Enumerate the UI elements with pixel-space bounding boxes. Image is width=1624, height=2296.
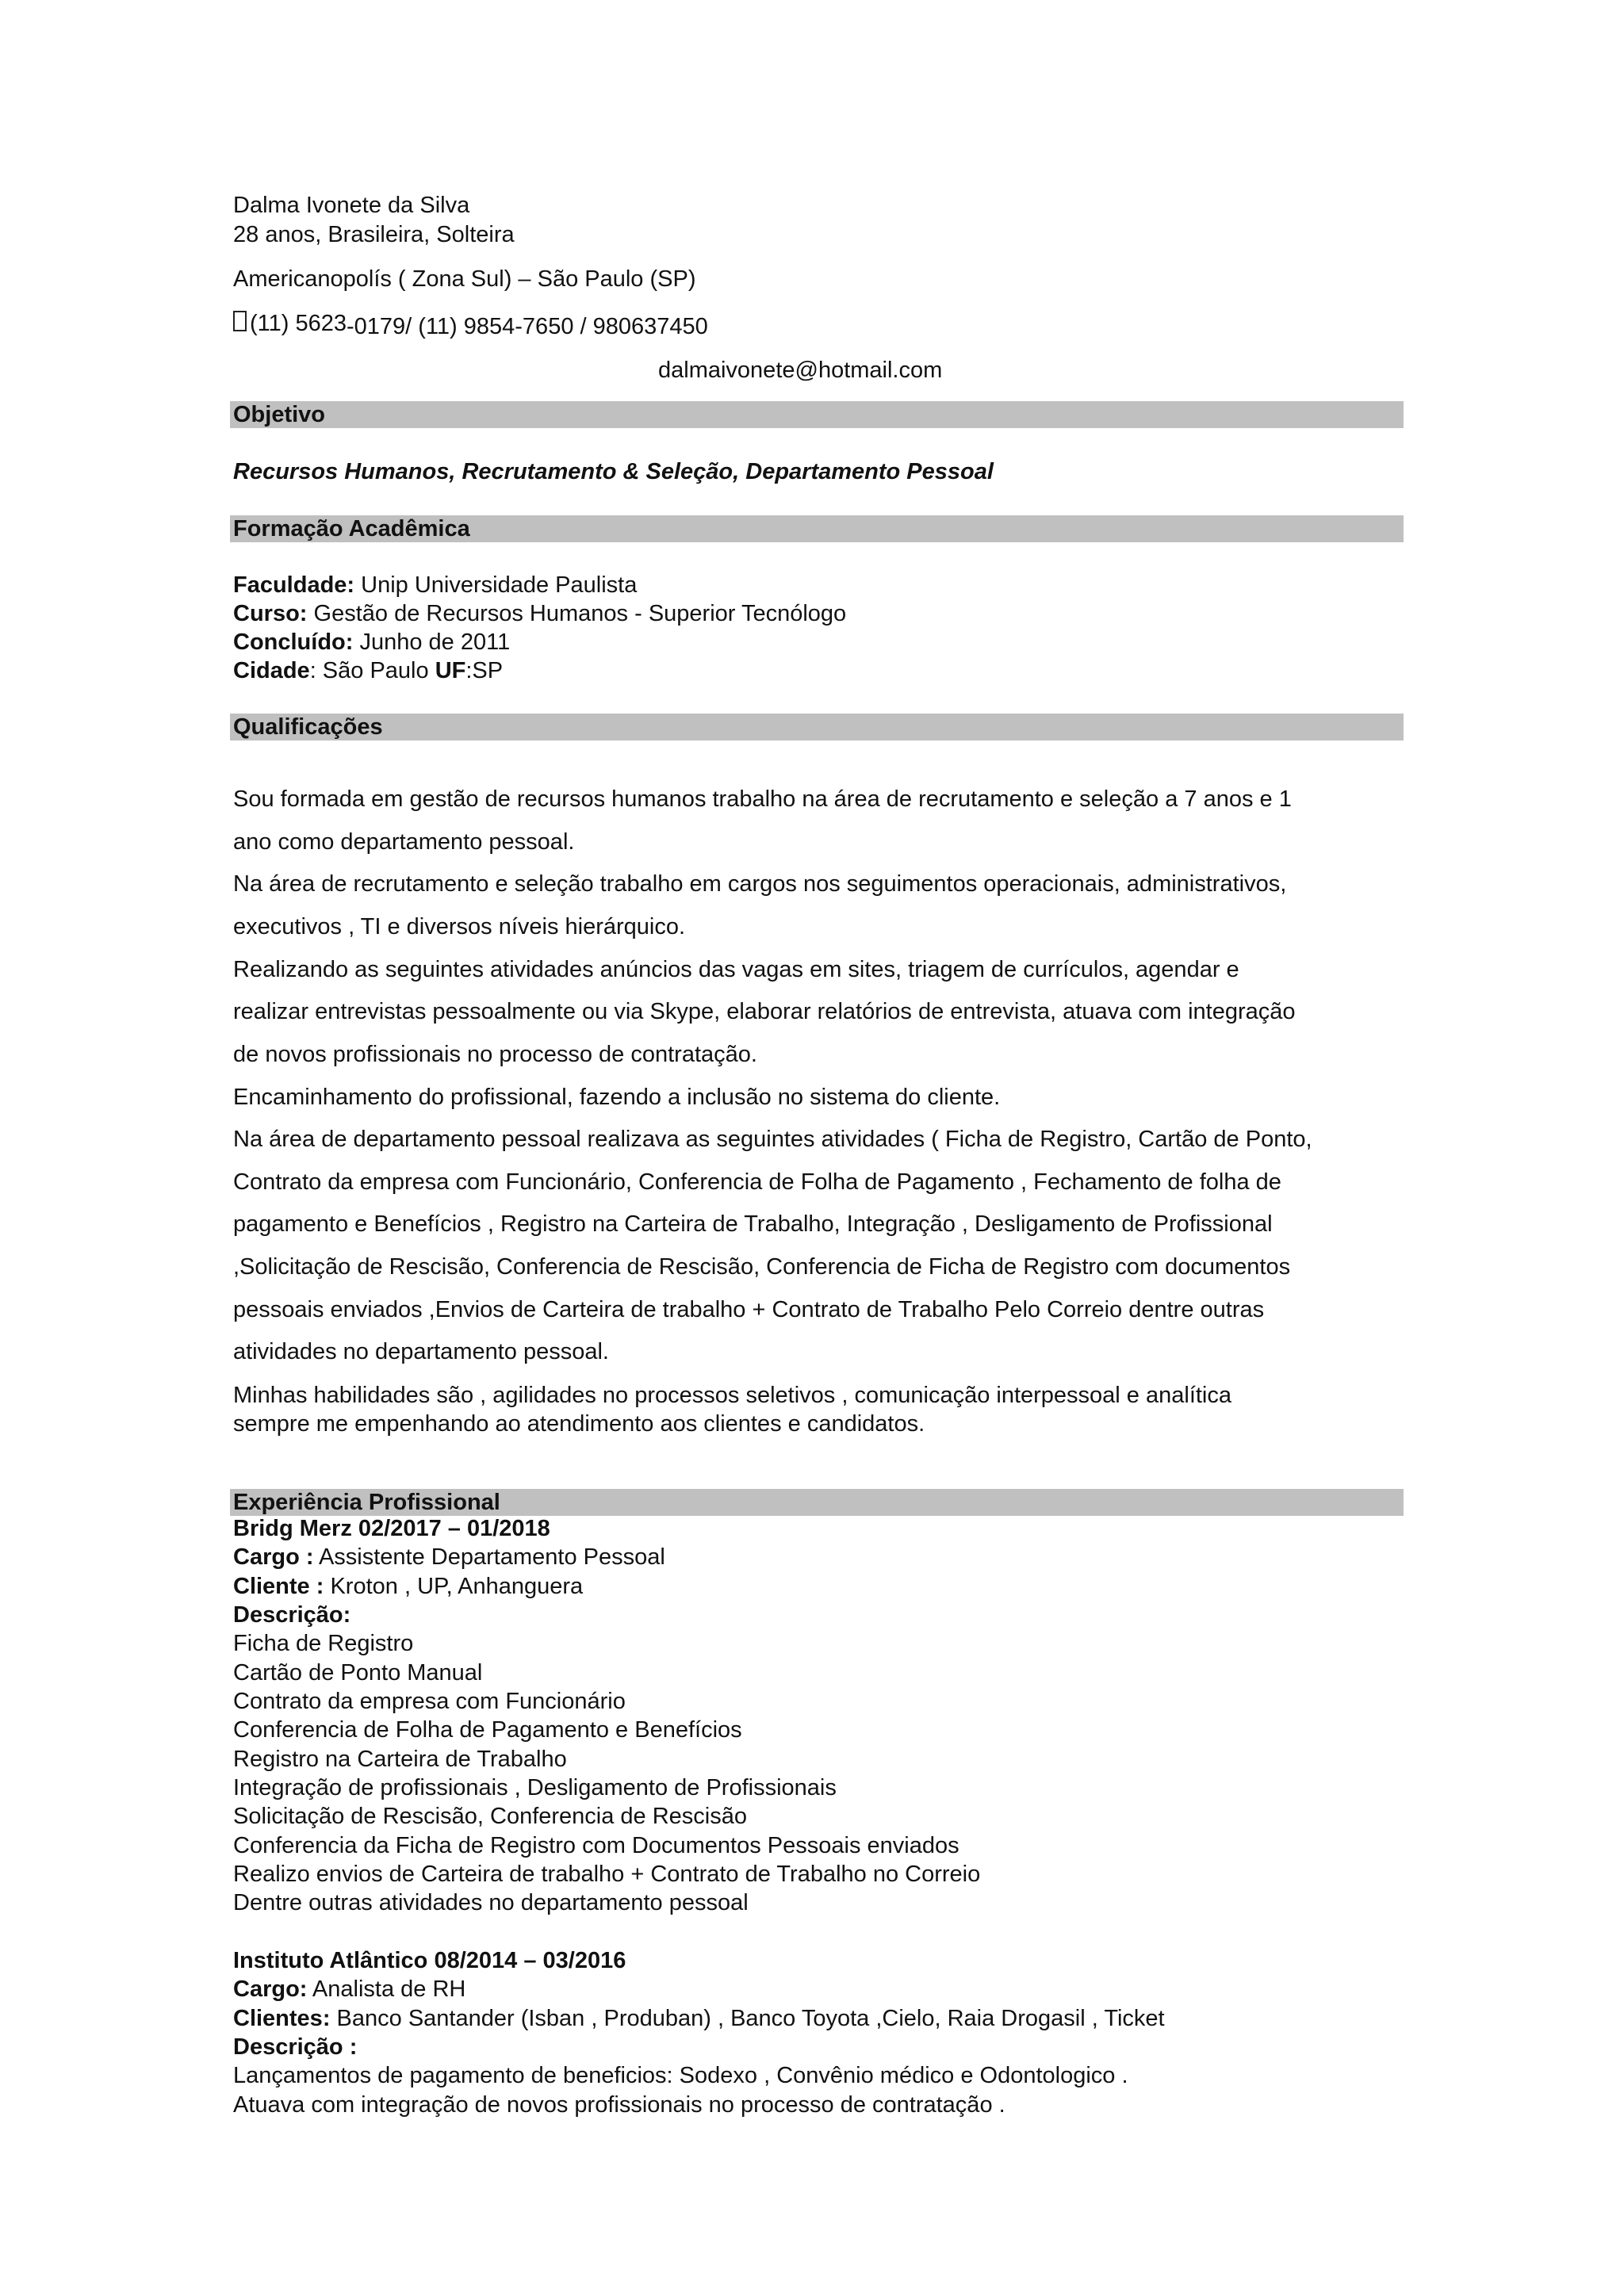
descricao-item: Conferencia de Folha de Pagamento e Benefícios (233, 1717, 742, 1743)
qualificacoes-line: executivos , TI e diversos níveis hierárquico. (233, 914, 686, 939)
cargo-label: Cargo : (233, 1544, 314, 1570)
clientes-label: Clientes: (233, 2006, 331, 2031)
uf-label: UF (435, 658, 466, 683)
faculdade-value: Unip Universidade Paulista (361, 572, 638, 598)
qualificacoes-line: realizar entrevistas pessoalmente ou via Skype, elaborar relatórios de entrevista, atuava com integração (233, 999, 1296, 1024)
objective-text: Recursos Humanos, Recrutamento & Seleção, Departamento Pessoal (233, 459, 994, 484)
faculdade-label: Faculdade: (233, 572, 355, 598)
cliente-label: Cliente : (233, 1574, 324, 1599)
phone-part-2: -0179/ (11) 9854-7650 / 980637450 (347, 314, 708, 339)
descricao-item: Solicitação de Rescisão, Conferencia de Rescisão (233, 1804, 748, 1829)
section-header-formacao: Formação Acadêmica (230, 515, 1404, 542)
descricao-item: Cartão de Ponto Manual (233, 1660, 483, 1686)
uf-value: :SP (465, 658, 504, 683)
descricao-label: Descrição: (233, 1602, 351, 1628)
job-cliente (233, 1572, 583, 1601)
job-cargo (233, 1975, 465, 2003)
faculdade-row (233, 571, 637, 599)
descricao-item: Realizo envios de Carteira de trabalho + Contrato de Trabalho no Correio (233, 1862, 981, 1887)
job-heading: Bridg Merz 02/2017 – 01/2018 (233, 1516, 550, 1541)
qualificacoes-line: Na área de departamento pessoal realizava as seguintes atividades ( Ficha de Registro, Cartão de Ponto, (233, 1127, 1312, 1152)
qualificacoes-line: pagamento e Benefícios , Registro na Carteira de Trabalho, Integração , Desligamento de Profissional (233, 1211, 1273, 1237)
qualificacoes-line: Realizando as seguintes atividades anúncios das vagas em sites, triagem de currículos, agendar e (233, 957, 1239, 982)
concluido-label: Concluído: (233, 629, 354, 655)
qualificacoes-line: de novos profissionais no processo de contratação. (233, 1042, 757, 1067)
curso-label: Curso: (233, 601, 308, 626)
qualificacoes-line: Contrato da empresa com Funcionário, Conferencia de Folha de Pagamento , Fechamento de folha de (233, 1169, 1281, 1195)
section-header-experiencia: Experiência Profissional (230, 1489, 1404, 1516)
descricao-item: Lançamentos de pagamento de beneficios: Sodexo , Convênio médico e Odontologico . (233, 2063, 1128, 2088)
qualificacoes-line: atividades no departamento pessoal. (233, 1339, 609, 1364)
phone-icon (233, 311, 247, 331)
section-header-objetivo: Objetivo (230, 401, 1404, 428)
cargo-label: Cargo: (233, 1976, 308, 2002)
cidade-row (233, 656, 503, 685)
job-heading: Instituto Atlântico 08/2014 – 03/2016 (233, 1948, 626, 1973)
concluido-row (233, 628, 510, 656)
concluido-value: Junho de 2011 (359, 629, 511, 655)
cidade-label: Cidade (233, 658, 310, 683)
qualificacoes-line: pessoais enviados ,Envios de Carteira de trabalho + Contrato de Trabalho Pelo Correio dentre outras (233, 1297, 1265, 1322)
cargo-value: Assistente Departamento Pessoal (313, 1544, 665, 1570)
descricao-item: Conferencia da Ficha de Registro com Documentos Pessoais enviados (233, 1833, 959, 1858)
qualificacoes-line: Encaminhamento do profissional, fazendo a inclusão no sistema do cliente. (233, 1085, 1001, 1110)
personal-info: 28 anos, Brasileira, Solteira (233, 222, 515, 247)
qualificacoes-line: Sou formada em gestão de recursos humanos trabalho na área de recrutamento e seleção a 7 anos e 1 (233, 786, 1292, 812)
address: Americanopolís ( Zona Sul) – São Paulo (SP) (233, 266, 696, 292)
phone-part-1: (11) 5623 (250, 311, 347, 336)
descricao-item: Integração de profissionais , Desligamento de Profissionais (233, 1775, 837, 1800)
qualificacoes-line: sempre me empenhando ao atendimento aos clientes e candidatos. (233, 1411, 925, 1437)
curso-row (233, 599, 846, 628)
descricao-item: Dentre outras atividades no departamento pessoal (233, 1890, 749, 1915)
email-link[interactable]: dalmaivonete@hotmail.com (658, 358, 943, 383)
descricao-item: Ficha de Registro (233, 1631, 414, 1656)
phone-line (233, 309, 708, 338)
cidade-value: : São Paulo (309, 658, 429, 683)
candidate-name: Dalma Ivonete da Silva (233, 193, 470, 218)
clientes-value: Banco Santander (Isban , Produban) , Banco Toyota ,Cielo, Raia Drogasil , Ticket (330, 2006, 1165, 2031)
job-cargo (233, 1543, 665, 1571)
qualificacoes-line: Na área de recrutamento e seleção trabalho em cargos nos seguimentos operacionais, administrativos, (233, 871, 1287, 897)
descricao-item: Atuava com integração de novos profissionais no processo de contratação . (233, 2092, 1005, 2118)
job-clientes (233, 2004, 1165, 2033)
descricao-label: Descrição : (233, 2034, 358, 2060)
cliente-value: Kroton , UP, Anhanguera (324, 1574, 584, 1599)
descricao-item: Registro na Carteira de Trabalho (233, 1747, 567, 1772)
qualificacoes-line: ,Solicitação de Rescisão, Conferencia de Rescisão, Conferencia de Ficha de Registro com documentos (233, 1254, 1291, 1280)
qualificacoes-line: Minhas habilidades são , agilidades no processos seletivos , comunicação interpessoal e analítica (233, 1383, 1232, 1408)
qualificacoes-line: ano como departamento pessoal. (233, 829, 575, 855)
cargo-value: Analista de RH (307, 1976, 466, 2002)
descricao-item: Contrato da empresa com Funcionário (233, 1689, 626, 1714)
curso-value: Gestão de Recursos Humanos - Superior Tecnólogo (313, 601, 847, 626)
section-header-qualificacoes: Qualificações (230, 714, 1404, 740)
